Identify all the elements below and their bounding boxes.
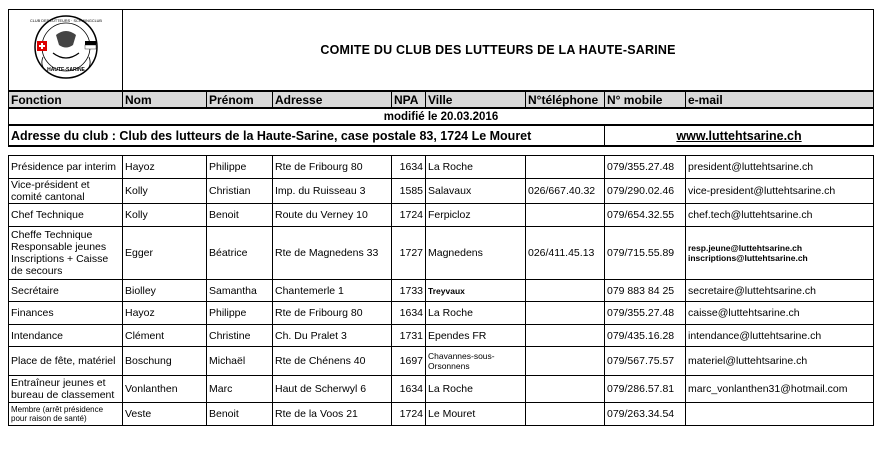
prenom-cell: Samantha [207,280,273,302]
nom-cell: Clément [123,325,207,347]
club-address: Adresse du club : Club des lutteurs de la Haute-Sarine, case postale 83, 1724 Le Mouret [9,125,605,146]
member-row [9,280,874,302]
npa-cell: 1731 [392,325,426,347]
prenom-cell: Béatrice [207,227,273,280]
col-header: N°téléphone [526,91,605,108]
email-cell[interactable]: materiel@luttehtsarine.ch [686,347,874,376]
telephone-cell [526,156,605,179]
mobile-cell: 079/263.34.54 [605,403,686,426]
email-cell[interactable] [686,227,874,280]
ville-cell: Ependes FR [426,325,526,347]
nom-cell: Egger [123,227,207,280]
nom-cell: Boschung [123,347,207,376]
ville-cell: Ferpicloz [426,204,526,227]
col-header: Prénom [207,91,273,108]
telephone-cell [526,204,605,227]
email-cell[interactable]: marc_vonlanthen31@hotmail.com [686,376,874,403]
mobile-cell: 079/286.57.81 [605,376,686,403]
mobile-cell: 079/435.16.28 [605,325,686,347]
email-primary[interactable]: resp.jeune@luttehtsarine.ch [688,243,803,253]
prenom-cell: Benoit [207,403,273,426]
member-row [9,156,874,179]
ville-cell: Treyvaux [426,280,526,302]
title-row [9,10,874,92]
spacer-row [9,146,874,156]
ville-cell: La Roche [426,156,526,179]
email-cell[interactable]: chef.tech@luttehtsarine.ch [686,204,874,227]
mobile-cell: 079/355.27.48 [605,156,686,179]
member-row [9,204,874,227]
col-header: Ville [426,91,526,108]
email-cell[interactable]: vice-president@luttehtsarine.ch [686,179,874,204]
member-row [9,325,874,347]
member-rows [9,156,874,426]
logo-cell [9,10,123,92]
npa-cell: 1733 [392,280,426,302]
member-row [9,376,874,403]
telephone-cell: 026/667.40.32 [526,179,605,204]
nom-cell: Vonlanthen [123,376,207,403]
adresse-cell: Haut de Scherwyl 6 [273,376,392,403]
ville-cell: Le Mouret [426,403,526,426]
prenom-cell: Philippe [207,156,273,179]
mobile-cell: 079 883 84 25 [605,280,686,302]
col-header: Fonction [9,91,123,108]
mobile-cell: 079/567.75.57 [605,347,686,376]
npa-cell: 1634 [392,302,426,325]
npa-cell: 1724 [392,403,426,426]
fonction-cell: Vice-président et comité cantonal [9,179,123,204]
modified-row [9,108,874,125]
member-row [9,302,874,325]
ville-cell: Magnedens [426,227,526,280]
mobile-cell: 079/355.27.48 [605,302,686,325]
fonction-cell: Intendance [9,325,123,347]
telephone-cell [526,376,605,403]
fonction-cell: Entraîneur jeunes et bureau de classement [9,376,123,403]
website-link[interactable]: www.luttehtsarine.ch [605,125,874,146]
adresse-cell: Imp. du Ruisseau 3 [273,179,392,204]
mobile-cell: 079/715.55.89 [605,227,686,280]
prenom-cell: Christian [207,179,273,204]
modified-date: modifié le 20.03.2016 [9,108,874,125]
mobile-cell: 079/654.32.55 [605,204,686,227]
fonction-cell: Secrétaire [9,280,123,302]
fonction-cell: Chef Technique [9,204,123,227]
email-cell[interactable]: secretaire@luttehtsarine.ch [686,280,874,302]
prenom-cell: Philippe [207,302,273,325]
club-logo [23,13,109,85]
adresse-cell: Chantemerle 1 [273,280,392,302]
mobile-cell: 079/290.02.46 [605,179,686,204]
adresse-cell: Ch. Du Pralet 3 [273,325,392,347]
npa-cell: 1585 [392,179,426,204]
prenom-cell: Marc [207,376,273,403]
ville-cell: Salavaux [426,179,526,204]
header-row [9,91,874,108]
col-header: N° mobile [605,91,686,108]
member-row [9,227,874,280]
fonction-cell: Place de fête, matériel [9,347,123,376]
email-cell [686,403,874,426]
telephone-cell [526,302,605,325]
logo-bottom-text: HAUTE-SARINE [46,66,85,73]
email-cell[interactable]: president@luttehtsarine.ch [686,156,874,179]
document-title: COMITE DU CLUB DES LUTTEURS DE LA HAUTE-SARINE [123,10,874,92]
col-header: NPA [392,91,426,108]
telephone-cell [526,325,605,347]
email-cell[interactable]: caisse@luttehtsarine.ch [686,302,874,325]
nom-cell: Kolly [123,204,207,227]
adresse-cell: Route du Verney 10 [273,204,392,227]
member-row [9,347,874,376]
ville-cell: La Roche [426,302,526,325]
telephone-cell: 026/411.45.13 [526,227,605,280]
member-row [9,403,874,426]
fonction-cell: Finances [9,302,123,325]
committee-sheet [8,9,873,426]
adresse-cell: Rte de Chénens 40 [273,347,392,376]
npa-cell: 1727 [392,227,426,280]
col-header: e-mail [686,91,874,108]
prenom-cell: Benoit [207,204,273,227]
email-secondary[interactable]: inscriptions@luttehtsarine.ch [688,253,808,263]
npa-cell: 1634 [392,156,426,179]
committee-table [8,9,874,426]
member-row [9,179,874,204]
telephone-cell [526,347,605,376]
npa-cell: 1724 [392,204,426,227]
nom-cell: Biolley [123,280,207,302]
telephone-cell [526,280,605,302]
nom-cell: Hayoz [123,302,207,325]
npa-cell: 1634 [392,376,426,403]
adresse-cell: Rte de la Voos 21 [273,403,392,426]
fonction-cell: Présidence par interim [9,156,123,179]
adresse-cell: Rte de Fribourg 80 [273,302,392,325]
email-cell[interactable]: intendance@luttehtsarine.ch [686,325,874,347]
nom-cell: Veste [123,403,207,426]
fonction-cell: Membre (arrêt présidence pour raison de santé) [9,403,123,426]
col-header: Nom [123,91,207,108]
col-header: Adresse [273,91,392,108]
npa-cell: 1697 [392,347,426,376]
club-address-row [9,125,874,146]
nom-cell: Kolly [123,179,207,204]
ville-cell: Chavannes-sous-Orsonnens [426,347,526,376]
adresse-cell: Rte de Fribourg 80 [273,156,392,179]
telephone-cell [526,403,605,426]
logo-top-text: CLUB DES LUTTEURS · SCHWINGCLUB [29,18,102,23]
prenom-cell: Christine [207,325,273,347]
adresse-cell: Rte de Magnedens 33 [273,227,392,280]
ville-cell: La Roche [426,376,526,403]
nom-cell: Hayoz [123,156,207,179]
prenom-cell: Michaël [207,347,273,376]
fonction-cell: Cheffe Technique Responsable jeunes Inscriptions + Caisse de secours [9,227,123,280]
